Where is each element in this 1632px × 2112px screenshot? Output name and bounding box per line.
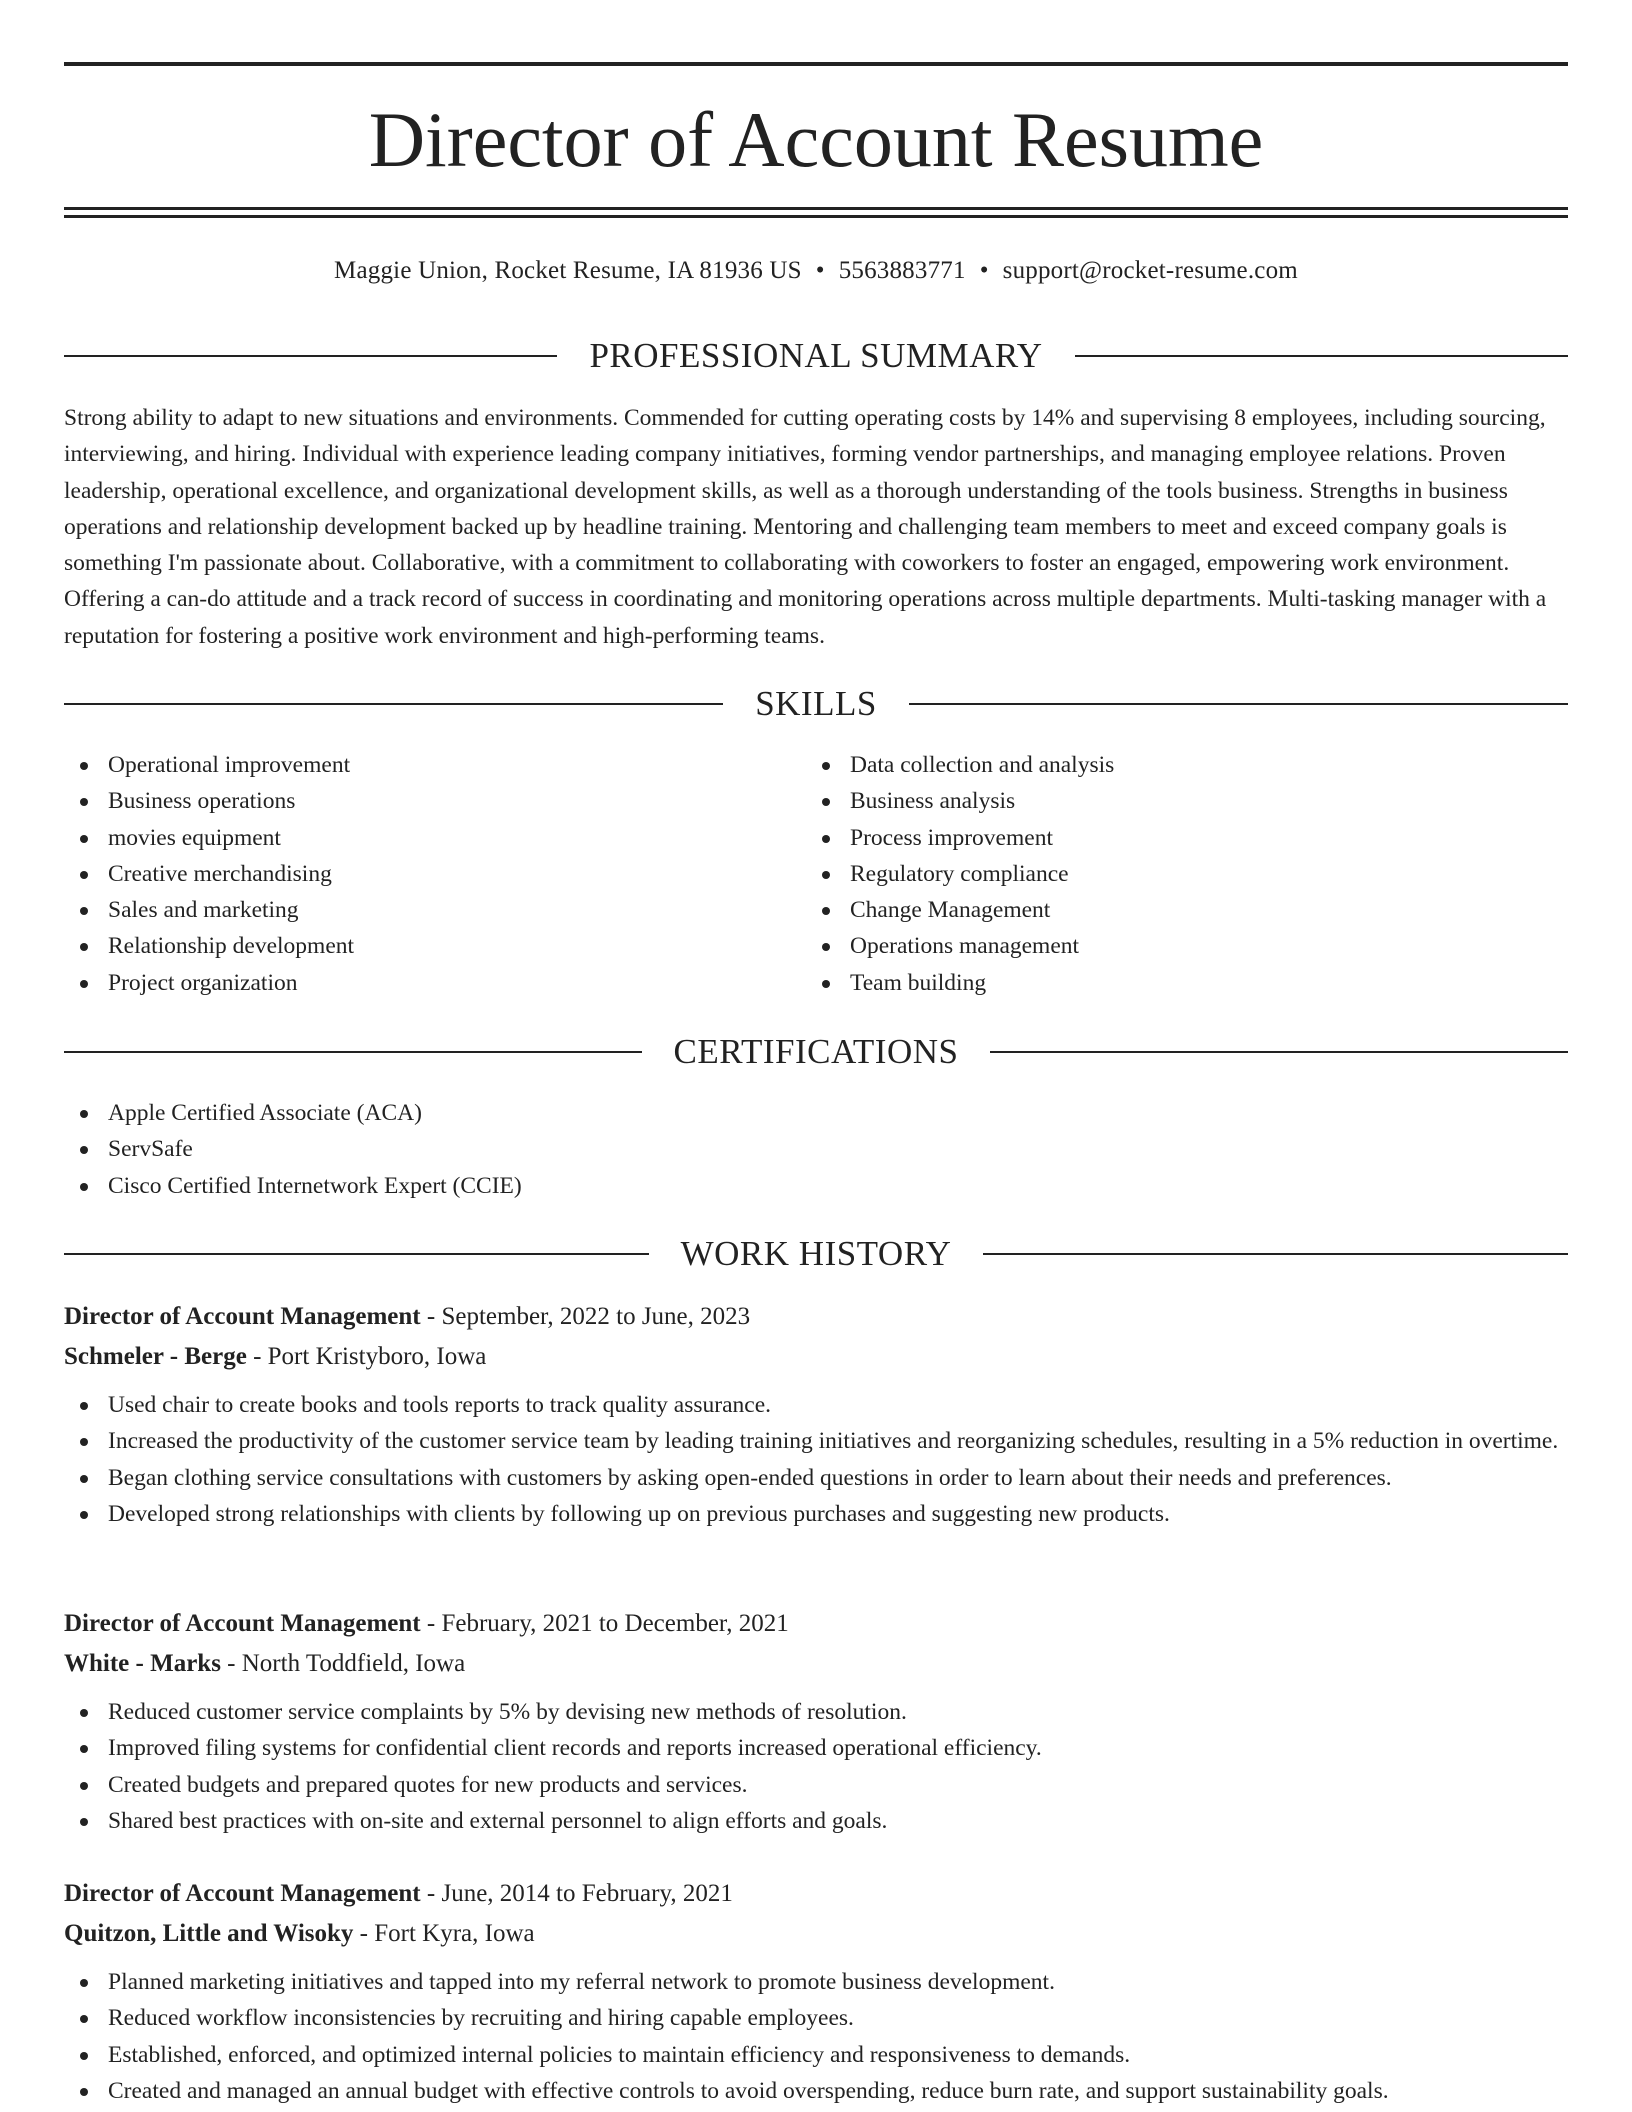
skill-item: Sales and marketing [64, 892, 764, 928]
skill-item: Creative merchandising [64, 856, 764, 892]
heading-rule [909, 703, 1568, 705]
section-title: WORK HISTORY [680, 1234, 952, 1273]
job-company: Quitzon, Little and Wisoky [64, 1920, 354, 1947]
certification-item: ServSafe [64, 1131, 1568, 1167]
top-rule [64, 62, 1568, 66]
job-bullet: Improved filing systems for confidential client records and reports increased operational efficiency. [64, 1730, 1568, 1766]
contact-phone: 5563883771 [838, 257, 966, 284]
skill-item: Business operations [64, 783, 764, 819]
skill-item: movies equipment [64, 820, 764, 856]
skills-list-left [64, 747, 764, 1001]
title-rule-upper [64, 207, 1568, 210]
skills-list-right [806, 747, 1506, 1001]
job-location: - North Toddfield, Iowa [220, 1650, 466, 1677]
job-company-line [64, 1644, 1568, 1684]
section-title: PROFESSIONAL SUMMARY [589, 336, 1043, 375]
contact-line [64, 254, 1568, 288]
job-entry [64, 1874, 1568, 2109]
heading-rule [64, 703, 723, 705]
skill-item: Regulatory compliance [806, 856, 1506, 892]
job-bullet: Planned marketing initiatives and tapped into my referral network to promote business development. [64, 1964, 1568, 2000]
heading-rule [983, 1253, 1568, 1255]
job-entry [64, 1297, 1568, 1532]
skill-item: Business analysis [806, 783, 1506, 819]
job-dates: - February, 2021 to December, 2021 [420, 1610, 789, 1637]
certifications-list [64, 1095, 1568, 1204]
job-title-line [64, 1604, 1568, 1644]
job-title: Director of Account Management [64, 1610, 421, 1637]
heading-rule [64, 1253, 649, 1255]
skill-item: Operations management [806, 928, 1506, 964]
job-company: Schmeler - Berge [64, 1343, 247, 1370]
job-bullet: Developed strong relationships with clients by following up on previous purchases and suggesting new products. [64, 1496, 1568, 1532]
heading-rule [1075, 355, 1568, 357]
job-bullet: Increased the productivity of the customer service team by leading training initiatives and reorganizing schedules, resulting in a 5% reduction in overtime. [64, 1423, 1568, 1459]
contact-email: support@rocket-resume.com [1002, 257, 1298, 284]
section-heading-summary [64, 334, 1568, 378]
job-dates: - September, 2022 to June, 2023 [420, 1303, 751, 1330]
job-bullets [64, 1964, 1568, 2109]
job-company-line [64, 1914, 1568, 1954]
job-title: Director of Account Management [64, 1880, 421, 1907]
job-bullet: Used chair to create books and tools reports to track quality assurance. [64, 1387, 1568, 1423]
job-bullet: Began clothing service consultations with customers by asking open-ended questions in order to learn about their needs and preferences. [64, 1460, 1568, 1496]
section-title: CERTIFICATIONS [673, 1032, 959, 1071]
job-dates: - June, 2014 to February, 2021 [420, 1880, 733, 1907]
section-heading-certifications [64, 1030, 1568, 1074]
job-title-line [64, 1297, 1568, 1337]
section-title: SKILLS [755, 684, 877, 723]
skill-item: Operational improvement [64, 747, 764, 783]
skill-item: Process improvement [806, 820, 1506, 856]
job-company: White - Marks [64, 1650, 221, 1677]
skills-column-left [64, 747, 764, 1001]
section-heading-work-history [64, 1232, 1568, 1276]
certification-item: Apple Certified Associate (ACA) [64, 1095, 1568, 1131]
skill-item: Team building [806, 965, 1506, 1001]
skill-item: Data collection and analysis [806, 747, 1506, 783]
heading-rule [990, 1051, 1568, 1053]
job-location: - Port Kristyboro, Iowa [246, 1343, 487, 1370]
page-title: Director of Account Resume [368, 96, 1264, 183]
section-heading-skills [64, 682, 1568, 726]
certification-item: Cisco Certified Internetwork Expert (CCIE) [64, 1168, 1568, 1204]
job-bullet: Established, enforced, and optimized internal policies to maintain efficiency and responsiveness to demands. [64, 2037, 1568, 2073]
contact-separator: • [815, 257, 825, 284]
certifications-block [64, 1095, 1568, 1204]
job-company-line [64, 1337, 1568, 1377]
job-title: Director of Account Management [64, 1303, 421, 1330]
job-bullet: Created and managed an annual budget with effective controls to avoid overspending, reduce burn rate, and support sustainability goals. [64, 2073, 1568, 2109]
skill-item: Project organization [64, 965, 764, 1001]
job-bullet: Created budgets and prepared quotes for new products and services. [64, 1767, 1568, 1803]
job-bullet: Reduced customer service complaints by 5% by devising new methods of resolution. [64, 1694, 1568, 1730]
skills-column-right [806, 747, 1506, 1001]
job-location: - Fort Kyra, Iowa [353, 1920, 535, 1947]
job-bullet: Reduced workflow inconsistencies by recruiting and hiring capable employees. [64, 2000, 1568, 2036]
job-entry [64, 1604, 1568, 1839]
contact-address: Maggie Union, Rocket Resume, IA 81936 US [334, 257, 802, 284]
title-rule-lower [64, 215, 1568, 218]
job-bullet: Shared best practices with on-site and external personnel to align efforts and goals. [64, 1803, 1568, 1839]
skill-item: Relationship development [64, 928, 764, 964]
heading-rule [64, 355, 557, 357]
job-bullets [64, 1694, 1568, 1839]
summary-paragraph: Strong ability to adapt to new situations and environments. Commended for cutting operating costs by 14% and supervising 8 employees, including sourcing, interviewing, and hiring. Individual with experience leading company initiatives, forming vendor partnerships, and managing employee relations. Proven leadership, operational excellence, and organizational development skills, as well as a thorough understanding of the tools business. Strengths in business operations and relationship development backed up by headline training. Mentoring and challenging team members to meet and exceed company goals is something I'm passionate about. Collaborative, with a commitment to collaborating with coworkers to foster an engaged, empowering work environment. Offering a can-do attitude and a track record of success in coordinating and monitoring operations across multiple departments. Multi-tasking manager with a reputation for fostering a positive work environment and high-performing teams. [64, 405, 1547, 649]
job-title-line [64, 1874, 1568, 1914]
skill-item: Change Management [806, 892, 1506, 928]
contact-separator: • [979, 257, 989, 284]
heading-rule [64, 1051, 642, 1053]
job-bullets [64, 1387, 1568, 1532]
